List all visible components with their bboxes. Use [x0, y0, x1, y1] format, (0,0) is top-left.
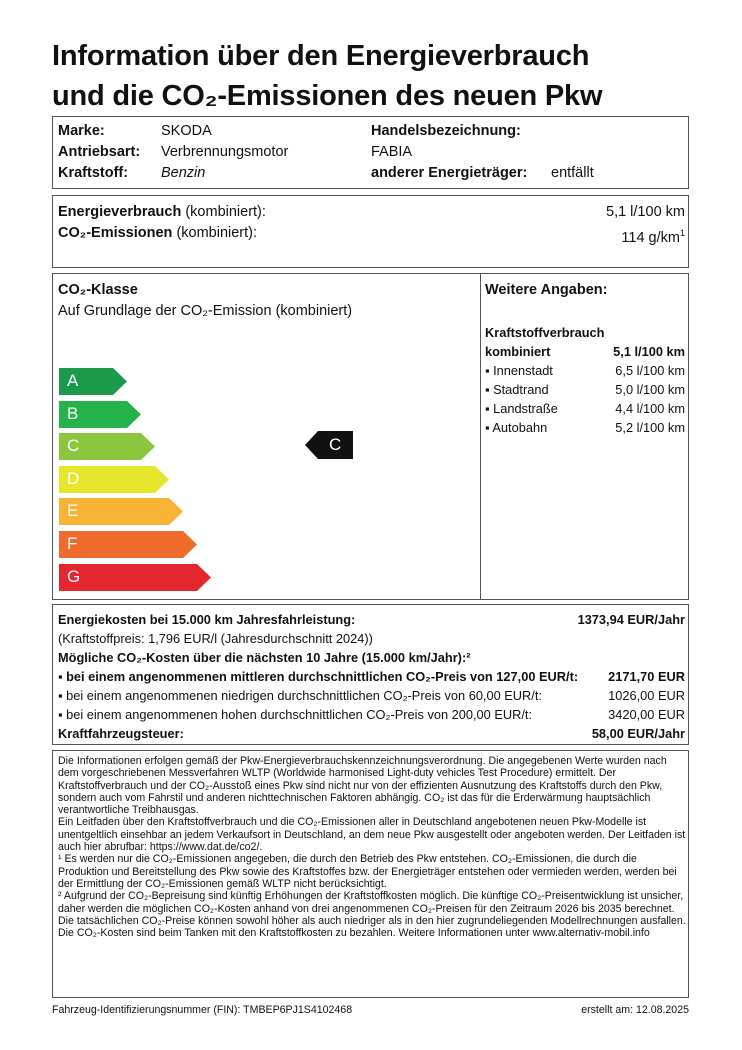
- co2-class-arrow-label: G: [67, 566, 81, 586]
- handelsbezeichnung-label: Handelsbezeichnung:: [371, 123, 521, 139]
- co2-class-subheading: Auf Grundlage der CO₂-Emission (kombiniert): [58, 303, 353, 319]
- detail-row-value: 6,5 l/100 km: [615, 363, 685, 378]
- column-divider: [480, 274, 481, 599]
- co2-class-arrow-g: [59, 564, 211, 591]
- vehicle-info-box: [52, 116, 689, 189]
- footnote-marker: 1: [679, 228, 685, 238]
- co2-class-arrow-label: C: [67, 436, 80, 456]
- co2-kosten-heading: Mögliche CO₂-Kosten über die nächsten 10 Jahre (15.000 km/Jahr):²: [58, 650, 471, 665]
- page-title: [52, 36, 602, 116]
- antriebsart-value: Verbrennungsmotor: [161, 144, 289, 160]
- co2-class-box: [52, 273, 689, 600]
- co2-preis-niedrig-label: ▪ bei einem angenommenen niedrigen durchschnittlichen CO₂-Preis von 60,00 EUR/t:: [58, 688, 542, 703]
- kraftstoffpreis-note: (Kraftstoffpreis: 1,796 EUR/l (Jahresdurchschnitt 2024)): [58, 631, 373, 646]
- detail-row-label: ▪ Stadtrand: [485, 382, 549, 397]
- co2-class-arrow-label: F: [67, 534, 78, 553]
- co2-preis-hoch-label: ▪ bei einem angenommenen hohen durchschnittlichen CO₂-Preis von 200,00 EUR/t:: [58, 707, 533, 722]
- co2-class-arrow-c: [59, 433, 155, 460]
- co2-class-arrow-label: E: [67, 501, 79, 521]
- kombiniert-value: 5,1 l/100 km: [613, 344, 685, 359]
- co2-class-arrow-e: [59, 498, 183, 525]
- co2-emissionen-value-row: [621, 223, 685, 248]
- energieverbrauch-value: 5,1 l/100 km: [606, 204, 685, 220]
- energiekosten-value: 1373,94 EUR/Jahr: [577, 612, 685, 627]
- current-class-label: C: [329, 435, 342, 454]
- co2-class-arrow-a: [59, 368, 127, 395]
- co2-preis-mittel-value: 2171,70 EUR: [608, 669, 685, 684]
- antriebsart-label: Antriebsart:: [58, 144, 141, 160]
- detail-row-value: 5,0 l/100 km: [615, 382, 685, 397]
- co2-class-arrow-f: [59, 531, 197, 558]
- kraftstoff-label: Kraftstoff:: [58, 165, 129, 181]
- co2-preis-mittel-label: ▪ bei einem angenommenen mittleren durchschnittlichen CO₂-Preis von 127,00 EUR/t:: [58, 669, 579, 684]
- co2-emissionen-value: 114 g/km: [621, 229, 680, 246]
- co2-emissionen-suffix: (kombiniert):: [172, 225, 258, 241]
- energieverbrauch-row: [58, 202, 266, 222]
- co2-emissionen-label: CO₂-Emissionen: [58, 225, 173, 241]
- detail-row-label: ▪ Landstraße: [485, 401, 558, 416]
- footnotes-text: [58, 755, 686, 939]
- co2-class-arrow-shape: [59, 564, 211, 591]
- footnotes-box: [52, 750, 689, 998]
- footnote-paragraph: ¹ Es werden nur die CO₂-Emissionen angegeben, die durch den Betrieb des Pkw entstehen. CO₂-Emissionen, die durch die Produktion und Bereitstellung des Pkw sowie des Kraftstoffes bzw. der Energieträger entstehen oder vermieden werden, werden bei der Ermittlung der CO₂-Emissionen gemäß WLTP nicht berücksichtigt.: [58, 853, 677, 890]
- detail-row-value: 5,2 l/100 km: [615, 420, 685, 435]
- marke-value: SKODA: [161, 123, 212, 139]
- energieverbrauch-suffix: (kombiniert):: [181, 204, 266, 220]
- anderer-energietraeger-value: entfällt: [551, 165, 594, 181]
- co2-class-heading: CO₂-Klasse: [58, 282, 138, 298]
- detail-row-label: ▪ Autobahn: [485, 420, 548, 435]
- title-line-1: Information über den Energieverbrauch: [52, 40, 590, 72]
- detail-row-label: ▪ Innenstadt: [485, 363, 553, 378]
- detail-row-value: 4,4 l/100 km: [615, 401, 685, 416]
- created-date-footer: erstellt am: 12.08.2025: [581, 1004, 689, 1016]
- title-line-2: und die CO₂-Emissionen des neuen Pkw: [52, 80, 603, 112]
- co2-preis-niedrig-value: 1026,00 EUR: [608, 688, 685, 703]
- co2-emissionen-row: [58, 223, 257, 243]
- consumption-box: [52, 195, 689, 268]
- footnote-paragraph: ² Aufgrund der CO₂-Bepreisung sind künftig Erhöhungen der Kraftstoffkosten möglich. Die künftige CO₂-Preisentwicklung ist unsicher, daher werden die möglichen CO₂-Kosten anhand von drei angenommenen CO₂-Preisen für den Zeitraum 2026 bis 2035 berechnet. Die tatsächlichen CO₂-Preise können sowohl höher als auch niedriger als in den hier zugrundeliegenden Modellrechnungen ausfallen. Die CO₂-Kosten sind beim Tanken mit den Kraftstoffkosten zu bezahlen. Weitere Informationen unter www.alternativ-mobil.info: [58, 890, 686, 940]
- energieverbrauch-label: Energieverbrauch: [58, 204, 182, 220]
- costs-box: [52, 604, 689, 745]
- kraftstoffverbrauch-subheading: Kraftstoffverbrauch: [485, 325, 605, 340]
- weitere-angaben-heading: Weitere Angaben:: [485, 282, 608, 298]
- co2-class-arrow-label: D: [67, 468, 80, 488]
- kraftfahrzeugsteuer-value: 58,00 EUR/Jahr: [591, 726, 685, 741]
- co2-class-arrow-shape: [59, 531, 197, 558]
- energiekosten-label: Energiekosten bei 15.000 km Jahresfahrleistung:: [58, 612, 356, 627]
- co2-class-arrow-label: B: [67, 403, 79, 423]
- co2-class-arrow-b: [59, 401, 141, 428]
- footnote-paragraph: Die Informationen erfolgen gemäß der Pkw-Energieverbrauchskennzeichnungsverordnung. Die angegebenen Werte wurden nach dem vorgeschriebenen Messverfahren WLTP (Worldwide harmonised Light-duty vehicles Test Procedure) ermittelt. Der Kraftstoffverbrauch und der CO₂-Ausstoß eines Pkw sind nicht nur von der effizienten Ausnutzung des Kraftstoffs durch den Pkw, sondern auch vom Fahrstil und anderen nichttechnischen Faktoren abhängig. CO₂ ist das für die Erderwärmung hauptsächlich verantwortliche Treibhausgas.: [58, 755, 667, 817]
- anderer-energietraeger-label: anderer Energieträger:: [371, 165, 528, 181]
- co2-class-arrow-d: [59, 466, 169, 493]
- kraftfahrzeugsteuer-label: Kraftfahrzeugsteuer:: [58, 726, 184, 741]
- marke-label: Marke:: [58, 123, 105, 139]
- co2-preis-hoch-value: 3420,00 EUR: [608, 707, 685, 722]
- footnote-paragraph: Ein Leitfaden über den Kraftstoffverbrauch und die CO₂-Emissionen aller in Deutschland angebotenen neuen Pkw-Modelle ist unentgeltlich einsehbar an jedem Verkaufsort in Deutschland, an dem neue Pkw ausgestellt oder angeboten werden. Der Leitfaden ist auch hier abrufbar: https://www.dat.de/co2/.: [58, 816, 686, 854]
- kraftstoff-value: Benzin: [161, 165, 206, 181]
- handelsbezeichnung-value: FABIA: [371, 144, 413, 160]
- co2-class-arrow-label: A: [67, 371, 79, 390]
- kombiniert-label: kombiniert: [485, 344, 551, 359]
- fin-footer: Fahrzeug-Identifizierungsnummer (FIN): TMBEP6PJ1S4102468: [52, 1004, 353, 1016]
